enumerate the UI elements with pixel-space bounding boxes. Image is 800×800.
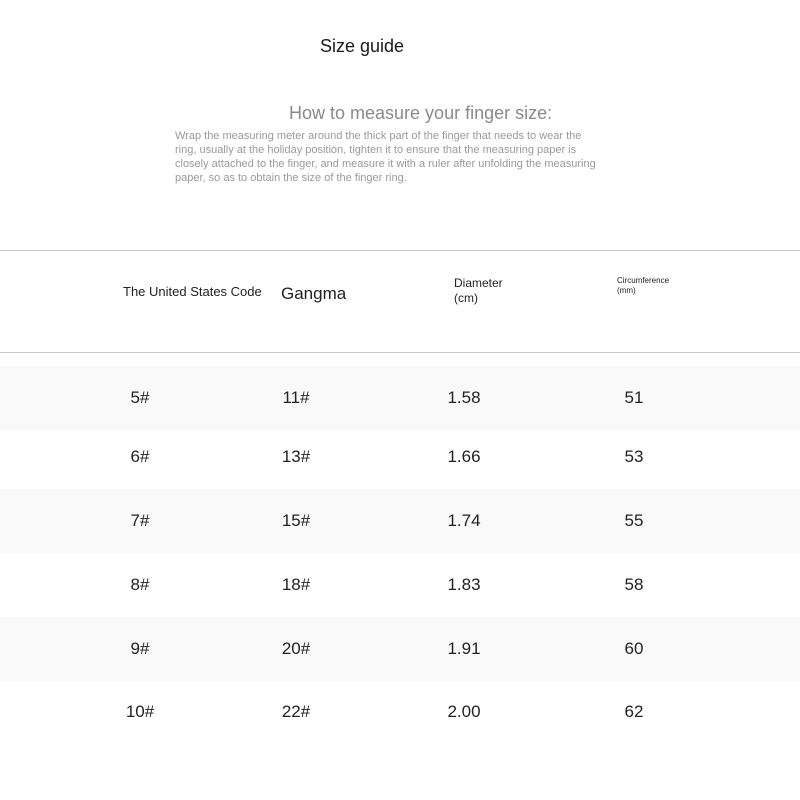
diameter-cell: 1.83	[447, 575, 481, 594]
page-title: Size guide	[320, 36, 405, 56]
diameter-cell: 2.00	[447, 702, 481, 721]
diameter-cell: 1.58	[447, 388, 481, 407]
diameter-unit: (cm)	[454, 291, 478, 305]
circumference-cell: 60	[624, 639, 644, 658]
table-row	[0, 553, 800, 617]
circumference-cell: 55	[624, 511, 644, 530]
us-code-cell: 7#	[130, 511, 150, 530]
us-code-cell: 6#	[130, 447, 150, 466]
gangma-cell: 18#	[281, 575, 311, 594]
circumference-label: Circumference	[617, 276, 670, 285]
table-row	[0, 489, 800, 553]
table-row	[0, 617, 800, 681]
circumference-cell: 53	[624, 447, 644, 466]
column-header-diameter	[454, 276, 503, 306]
diameter-label: Diameter	[454, 276, 503, 290]
diameter-cell: 1.74	[447, 511, 481, 530]
circumference-cell: 62	[624, 702, 644, 721]
circumference-cell: 51	[624, 388, 644, 407]
table-header-divider	[0, 352, 800, 353]
gangma-cell: 13#	[281, 447, 311, 466]
gangma-cell: 20#	[281, 639, 311, 658]
us-code-cell: 5#	[130, 388, 150, 407]
table-row	[0, 680, 800, 744]
column-header-us-code: The United States Code	[123, 284, 262, 299]
table-row	[0, 425, 800, 489]
gangma-cell: 15#	[281, 511, 311, 530]
gangma-cell: 22#	[281, 702, 311, 721]
gangma-cell: 11#	[282, 388, 310, 407]
table-row	[0, 366, 800, 430]
circumference-unit: (mm)	[617, 286, 636, 295]
diameter-cell: 1.91	[447, 639, 481, 658]
circumference-cell: 58	[624, 575, 644, 594]
instructions-text: Wrap the measuring meter around the thick part of the finger that needs to wear the ring, usually at the holiday position, tighten it to ensure that the measuring paper is closely attached to the finger, and measure it with a ruler after unfolding the measuring paper, so as to obtain the size of the finger ring.	[175, 130, 596, 184]
instructions-heading: How to measure your finger size:	[289, 103, 553, 123]
diameter-cell: 1.66	[447, 447, 481, 466]
us-code-cell: 8#	[130, 575, 150, 594]
us-code-cell: 10#	[125, 702, 155, 721]
us-code-cell: 9#	[130, 639, 150, 658]
table-top-divider	[0, 250, 800, 251]
column-header-circumference	[617, 276, 669, 296]
column-header-gangma: Gangma	[281, 284, 347, 303]
